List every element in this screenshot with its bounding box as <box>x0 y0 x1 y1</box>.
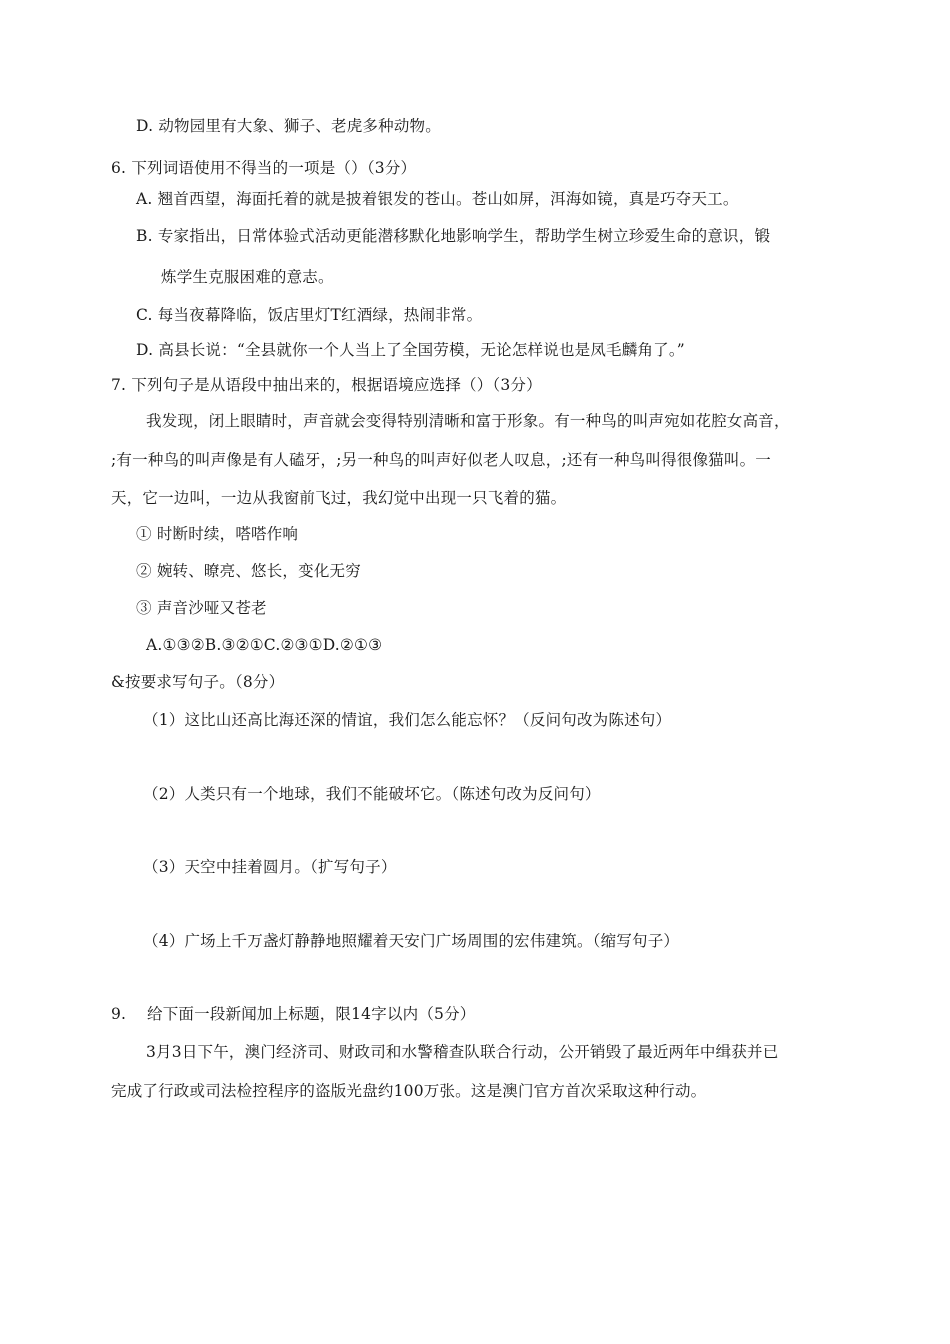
q6-title: 6. 下列词语使用不得当的一项是（）（3分） <box>111 159 417 177</box>
q6-option-c: C. 每当夜幕降临，饭店里灯T红酒绿，热闹非常。 <box>136 306 483 324</box>
q7-title: 7. 下列句子是从语段中抽出来的，根据语境应选择（）（3分） <box>111 376 542 394</box>
q7-passage-line3: 天，它一边叫，一边从我窗前飞过，我幻觉中出现一只飞着的猫。 <box>111 489 567 507</box>
q7-passage-line1: 我发现，闭上眼睛时，声音就会变得特别清晰和富于形象。有一种鸟的叫声宛如花腔女高音， <box>146 412 790 430</box>
q8-item-3: （3）天空中挂着圆月。（扩写句子） <box>143 858 397 876</box>
q7-passage-line2: ;有一种鸟的叫声像是有人磕牙，;另一种鸟的叫声好似老人叹息，;还有一种鸟叫得很像猫叫。一 <box>111 451 771 469</box>
q6-option-a: A. 翘首西望，海面托着的就是披着银发的苍山。苍山如屏，洱海如镜，真是巧夺天工。 <box>136 190 739 208</box>
q7-sentence-1: ① 时断时续，嗒嗒作响 <box>136 525 299 543</box>
q7-choices: A.①③②B.③②①C.②③①D.②①③ <box>146 636 383 654</box>
q8-item-4: （4）广场上千万盏灯静静地照耀着天安门广场周围的宏伟建筑。（缩写句子） <box>143 932 680 950</box>
q7-sentence-2: ② 婉转、暸亮、悠长，变化无穷 <box>136 562 361 580</box>
q6-option-d: D. 高县长说：“全县就你一个人当上了全国劳模，无论怎样说也是凤毛麟角了。” <box>136 341 685 359</box>
q9-title: 9. 给下面一段新闻加上标题，限14字以内（5分） <box>111 1005 476 1023</box>
q6-option-b-line1: B. 专家指出，日常体验式活动更能潜移默化地影响学生，帮助学生树立珍爱生命的意识，锻 <box>136 227 771 245</box>
q5-option-d: D. 动物园里有大象、狮子、老虎多种动物。 <box>136 117 441 135</box>
q8-item-1: （1）这比山还高比海还深的情谊，我们怎么能忘怀？（反问句改为陈述句） <box>143 711 672 729</box>
q8-item-2: （2）人类只有一个地球，我们不能破坏它。（陈述句改为反问句） <box>143 785 601 803</box>
q7-sentence-3: ③ 声音沙哑又苍老 <box>136 599 267 617</box>
q8-title: &按要求写句子。（8分） <box>111 673 285 691</box>
q9-news-line1: 3月3日下午，澳门经济司、财政司和水警稽查队联合行动，公开销毁了最近两年中缉获并已 <box>146 1043 779 1061</box>
q9-news-line2: 完成了行政或司法检控程序的盗版光盘约100万张。这是澳门官方首次采取这种行动。 <box>111 1082 707 1100</box>
q6-option-b-line2: 炼学生克服困难的意志。 <box>161 268 334 286</box>
